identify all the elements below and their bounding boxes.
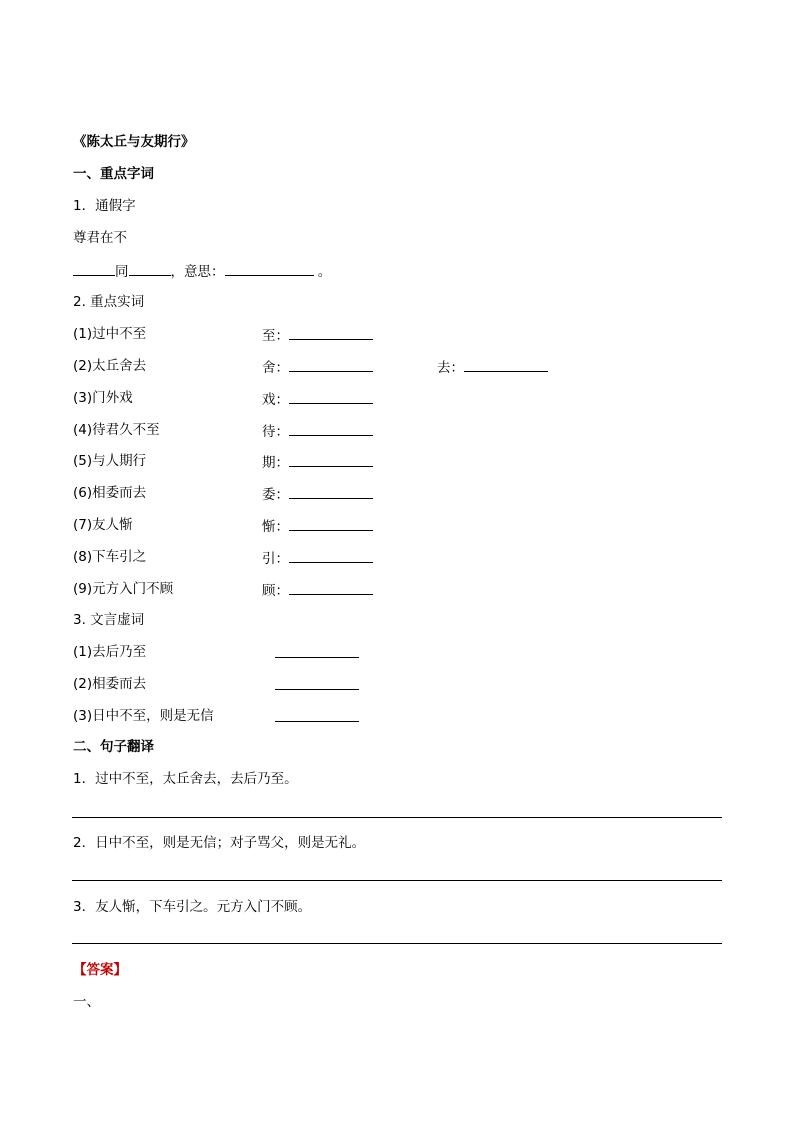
- shici-word: 引：: [262, 551, 289, 567]
- shici-phrase: (3)门外戏: [73, 390, 133, 406]
- translation-sentence: 1．过中不至，太丘舍去，去后乃至。: [73, 771, 298, 787]
- answer-section-heading: 一、: [73, 994, 100, 1010]
- answer-blank[interactable]: [275, 707, 359, 722]
- meaning-label: ，意思：: [170, 264, 225, 280]
- shici-word: 至：: [262, 328, 289, 344]
- blank-meaning[interactable]: [225, 261, 314, 276]
- shici-answer: [262, 325, 373, 345]
- section-heading-translation: 二、句子翻译: [73, 739, 154, 755]
- shici-answer: [262, 389, 373, 409]
- shici-phrase: (6)相委而去: [73, 485, 147, 501]
- shici-phrase: (5)与人期行: [73, 453, 147, 469]
- shici-phrase: (7)友人惭: [73, 517, 133, 533]
- shici-answer-2: [437, 357, 548, 377]
- answer-label: 【答案】: [73, 962, 127, 978]
- shici-word: 期：: [262, 455, 289, 471]
- shici-word: 待：: [262, 424, 289, 440]
- shici-word: 惭：: [262, 519, 289, 535]
- shici-answer: [262, 548, 373, 568]
- answer-blank[interactable]: [289, 516, 373, 531]
- answer-blank[interactable]: [275, 675, 359, 690]
- shici-phrase: (4)待君久不至: [73, 422, 160, 438]
- answer-blank[interactable]: [464, 357, 548, 372]
- shici-phrase: (2)太丘舍去: [73, 358, 147, 374]
- answer-blank[interactable]: [289, 548, 373, 563]
- subheading-shici: 2. 重点实词: [73, 294, 145, 310]
- end-punct: 。: [317, 264, 332, 280]
- xuci-answer: [275, 643, 359, 663]
- shici-answer: [262, 516, 373, 536]
- shici-word: 顾：: [262, 583, 289, 599]
- translation-sentence: 3．友人惭，下车引之。元方入门不顾。: [73, 899, 312, 915]
- xuci-phrase: (3)日中不至，则是无信: [73, 708, 214, 724]
- shici-answer: [262, 580, 373, 600]
- shici-answer: [262, 421, 373, 441]
- answer-blank[interactable]: [275, 643, 359, 658]
- answer-blank[interactable]: [289, 580, 373, 595]
- answer-blank[interactable]: [289, 325, 373, 340]
- section-heading-key-words: 一、重点字词: [73, 166, 154, 182]
- shici-phrase: (1)过中不至: [73, 326, 147, 342]
- subheading-tongjia: 1．通假字: [73, 198, 136, 214]
- answer-line[interactable]: [72, 943, 722, 944]
- answer-line[interactable]: [72, 880, 722, 881]
- document-title: 《陈太丘与友期行》: [73, 134, 195, 150]
- tongjia-fill-row: [73, 261, 331, 281]
- answer-blank[interactable]: [289, 452, 373, 467]
- shici-answer: [262, 357, 373, 377]
- xuci-answer: [275, 675, 359, 695]
- blank-tongjia-char[interactable]: [129, 261, 171, 276]
- shici-word: 去：: [437, 360, 464, 376]
- answer-blank[interactable]: [289, 421, 373, 436]
- shici-word: 舍：: [262, 360, 289, 376]
- answer-blank[interactable]: [289, 357, 373, 372]
- shici-phrase: (8)下车引之: [73, 549, 147, 565]
- translation-sentence: 2．日中不至，则是无信；对子骂父，则是无礼。: [73, 835, 366, 851]
- shici-answer: [262, 452, 373, 472]
- xuci-phrase: (2)相委而去: [73, 676, 147, 692]
- shici-word: 戏：: [262, 392, 289, 408]
- shici-phrase: (9)元方入门不顾: [73, 581, 174, 597]
- blank-original-char[interactable]: [73, 261, 115, 276]
- answer-blank[interactable]: [289, 484, 373, 499]
- same-as-text: 同: [115, 264, 129, 280]
- tongjia-phrase: 尊君在不: [73, 230, 127, 246]
- subheading-xuci: 3. 文言虚词: [73, 612, 145, 628]
- answer-blank[interactable]: [289, 389, 373, 404]
- shici-answer: [262, 484, 373, 504]
- xuci-answer: [275, 707, 359, 727]
- shici-word: 委：: [262, 487, 289, 503]
- xuci-phrase: (1)去后乃至: [73, 644, 147, 660]
- answer-line[interactable]: [72, 817, 722, 818]
